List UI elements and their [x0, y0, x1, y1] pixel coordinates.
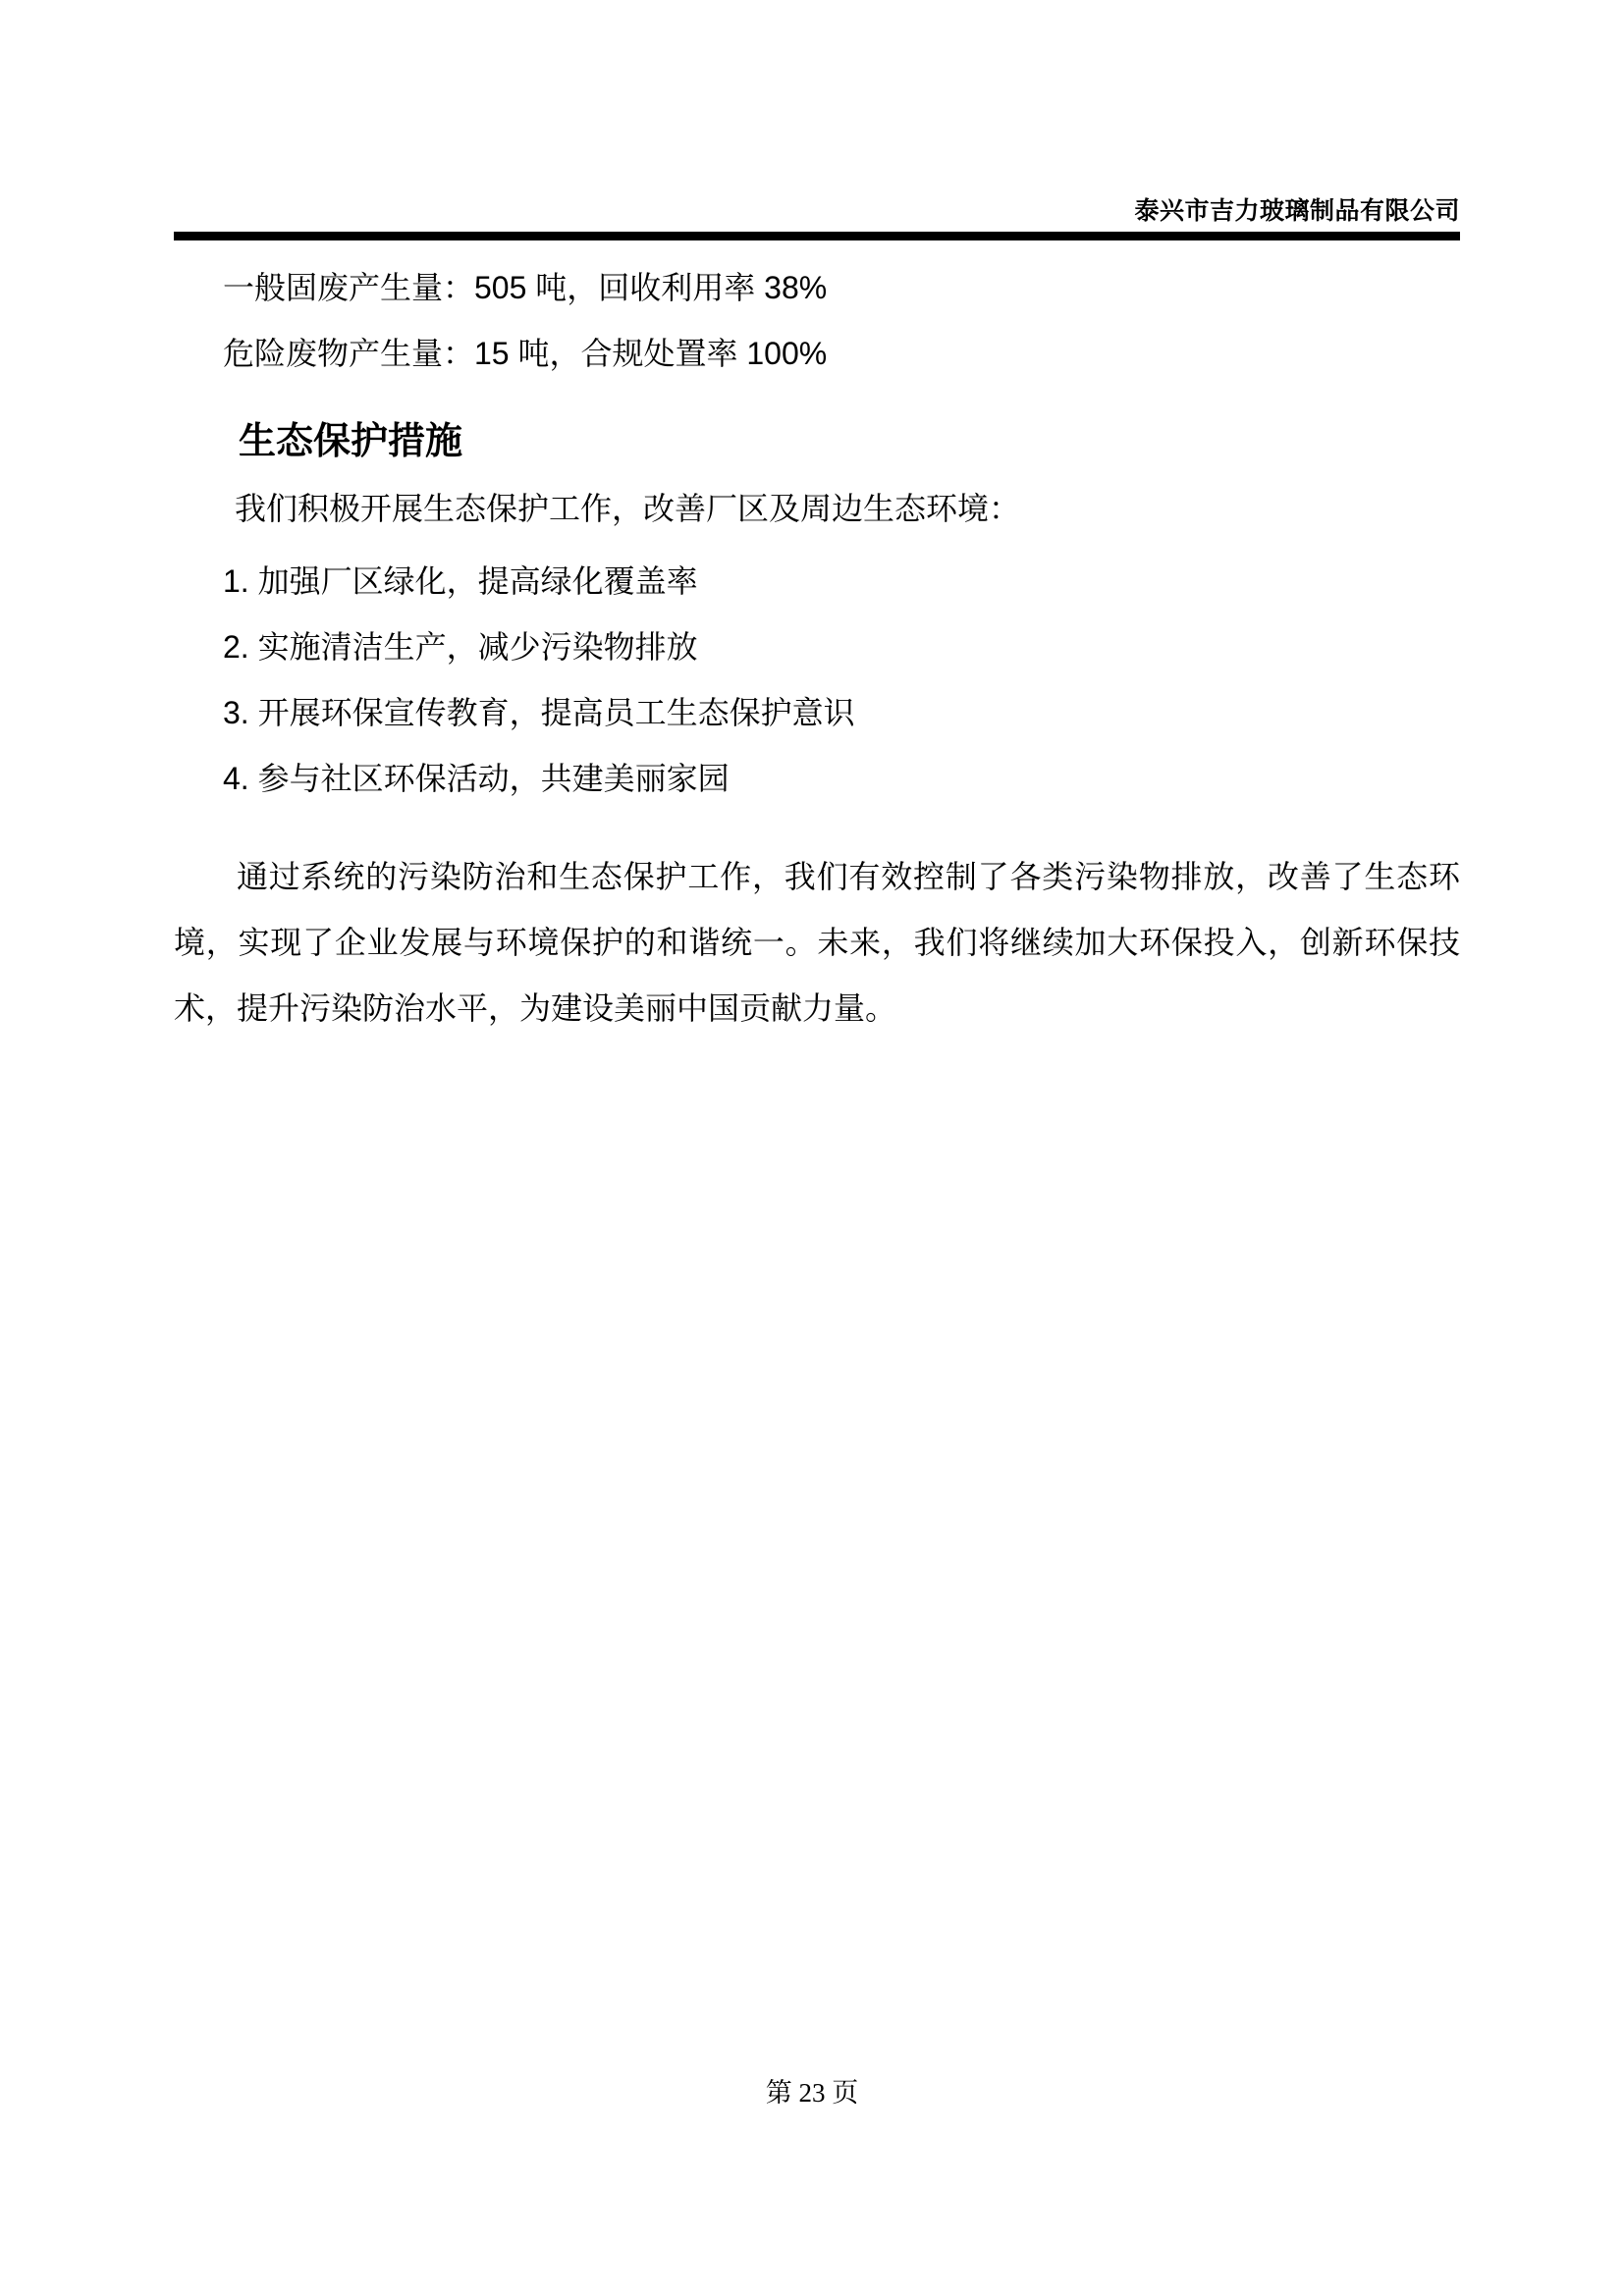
- list-item: 3. 开展环保宣传教育，提高员工生态保护意识: [223, 695, 855, 730]
- header-divider: [174, 232, 1460, 240]
- list-item: 2. 实施清洁生产，减少污染物排放: [223, 629, 698, 665]
- closing-paragraph: 通过系统的污染防治和生态保护工作，我们有效控制了各类污染物排放，改善了生态环境，实现了企业发展与环境保护的和谐统一。未来，我们将继续加大环保投入，创新环保技术，提升污染防治水平，为建设美丽中国贡献力量。: [174, 859, 1460, 1026]
- page-number: 第 23 页: [765, 2078, 859, 2108]
- list-item: 1. 加强厂区绿化，提高绿化覆盖率: [223, 563, 698, 599]
- list-item: 4. 参与社区环保活动，共建美丽家园: [223, 761, 730, 796]
- stat-hazardous-waste: 危险废物产生量：15 吨，合规处置率 100%: [223, 336, 828, 371]
- section-intro: 我们积极开展生态保护工作，改善厂区及周边生态环境：: [235, 491, 1021, 526]
- stat-general-solid-waste: 一般固废产生量：505 吨，回收利用率 38%: [223, 270, 828, 305]
- section-heading-ecological-protection: 生态保护措施: [239, 421, 463, 462]
- header-company-name: 泰兴市吉力玻璃制品有限公司: [1134, 197, 1460, 225]
